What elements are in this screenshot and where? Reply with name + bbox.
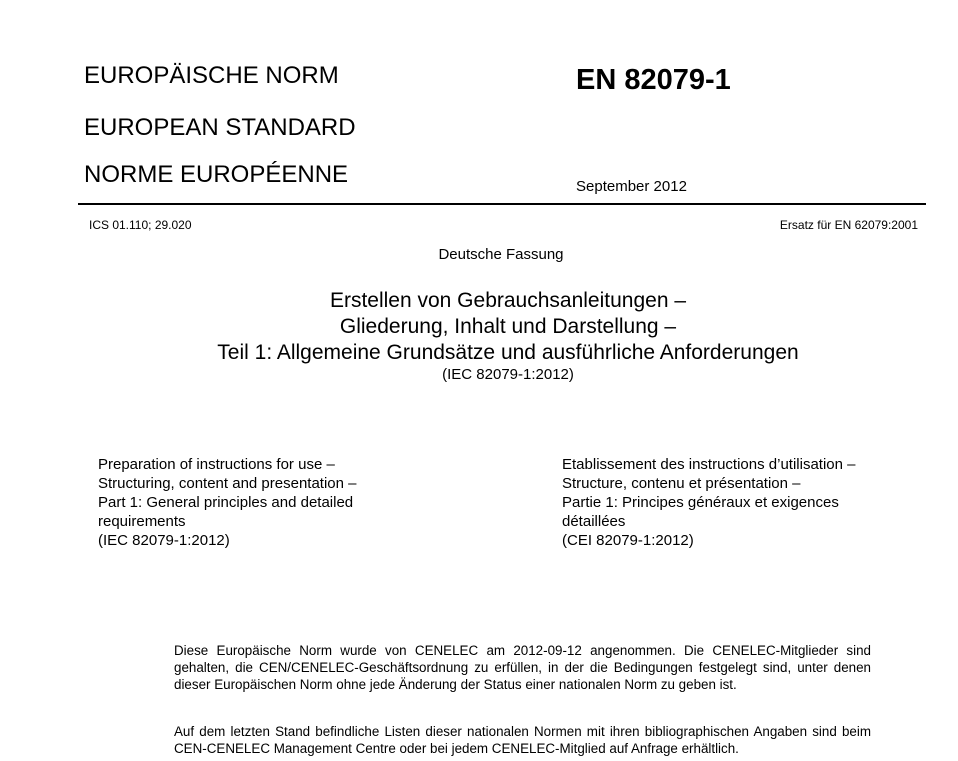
title-line: Teil 1: Allgemeine Grundsätze und ausführliche Anforderungen <box>217 341 799 364</box>
translation-line: requirements <box>98 513 186 530</box>
language-version: Deutsche Fassung <box>438 246 564 263</box>
replaces-note: Ersatz für EN 62079:2001 <box>779 218 918 232</box>
translation-line: Partie 1: Principes généraux et exigences <box>562 494 839 511</box>
french-title-translation <box>562 455 855 550</box>
ics-code: ICS 01.110; 29.020 <box>89 218 192 232</box>
translation-line: Part 1: General principles and detailed <box>98 494 354 511</box>
availability-paragraph: Auf dem letzten Stand befindliche Listen dieser nationalen Normen mit ihren bibliographischen Angaben sind beim CEN-CENELEC Management Centre oder bei jedem CENELEC-Mitglied auf Anfrage erhältlich. <box>174 724 871 756</box>
translation-line: Preparation of instructions for use – <box>98 456 335 473</box>
translation-line: (CEI 82079-1:2012) <box>562 532 694 549</box>
english-title-translation <box>98 455 357 550</box>
header-divider <box>78 203 926 205</box>
translation-line: (IEC 82079-1:2012) <box>98 532 230 549</box>
document-title <box>0 288 958 384</box>
translation-line: Structure, contenu et présentation – <box>562 475 801 492</box>
norm-name-english: EUROPEAN STANDARD <box>84 114 356 141</box>
title-reference: (IEC 82079-1:2012) <box>442 366 574 383</box>
translation-line: détaillées <box>562 513 626 530</box>
publication-date: September 2012 <box>576 178 687 195</box>
norm-name-french: NORME EUROPÉENNE <box>84 161 349 188</box>
norm-name-german: EUROPÄISCHE NORM <box>84 62 339 89</box>
translation-line: Structuring, content and presentation – <box>98 475 357 492</box>
title-line: Erstellen von Gebrauchsanleitungen – <box>329 289 687 312</box>
title-line: Gliederung, Inhalt und Darstellung – <box>339 315 677 338</box>
adoption-paragraph: Diese Europäische Norm wurde von CENELEC am 2012-09-12 angenommen. Die CENELEC-Mitglieder sind gehalten, die CEN/CENELEC-Geschäftsordnung zu erfüllen, in der die Bedingungen festgelegt sind, unter denen dieser Europäischen Norm ohne jede Änderung der Status einer nationalen Norm zu geben ist. <box>174 643 871 692</box>
standard-number: EN 82079-1 <box>576 64 731 96</box>
translation-line: Etablissement des instructions d’utilisation – <box>562 456 856 473</box>
